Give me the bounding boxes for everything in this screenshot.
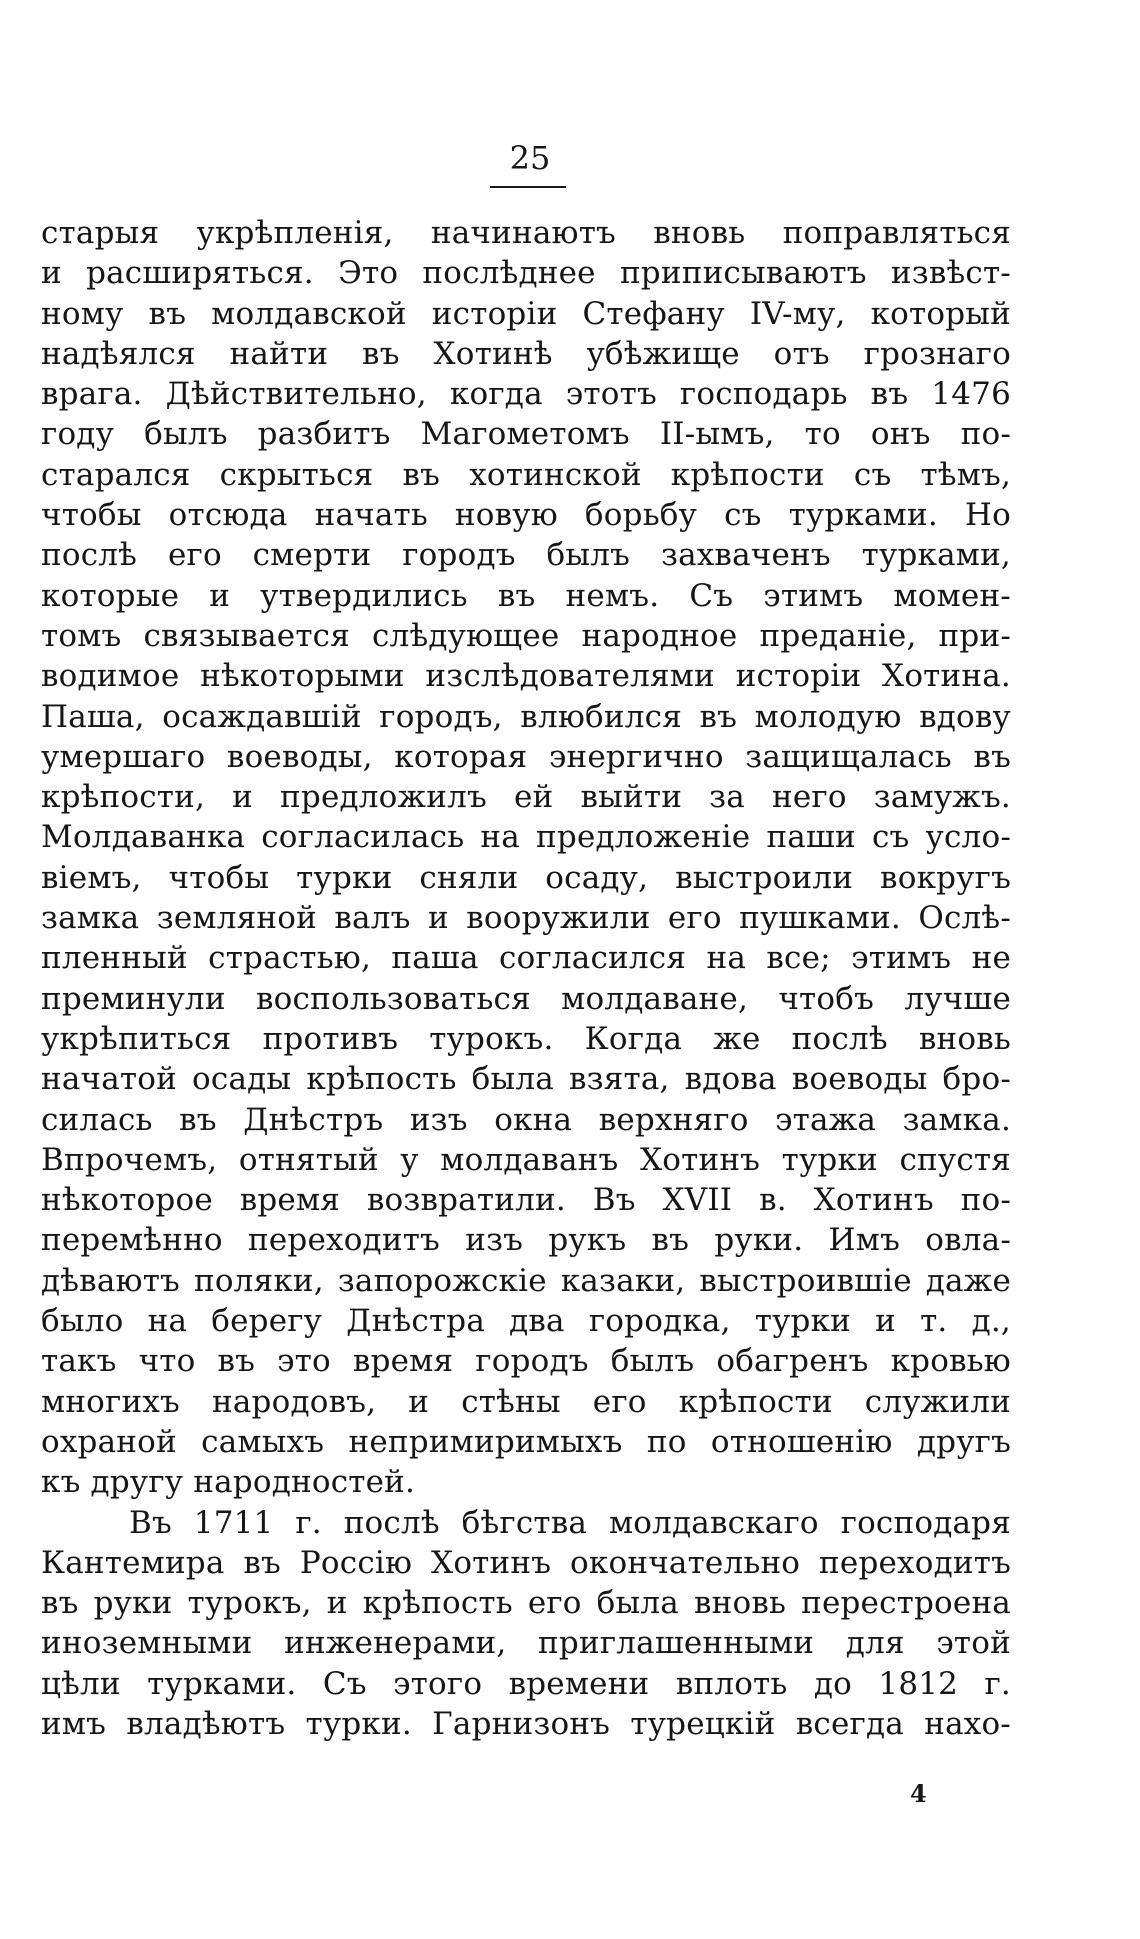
text-line: имъ владѣютъ турки. Гарнизонъ турецкій всегда нахо- [41,1705,1011,1742]
text-line: пленный страстью, паша согласился на все; этимъ не [41,940,1011,977]
text-line: преминули воспользоваться молдаване, чтобъ лучше [41,980,1011,1017]
text-line: охраной самыхъ непримиримыхъ по отношенію другъ [41,1423,1011,1460]
text-line: водимое нѣкоторыми изслѣдователями исторіи Хотина. [41,658,1011,695]
text-line: Въ 1711 г. послѣ бѣгства молдавскаго господаря [129,1504,1011,1541]
body-text [41,213,1011,1744]
text-line: віемъ, чтобы турки сняли осаду, выстроили вокругъ [41,859,1011,896]
text-line: ному въ молдавской исторіи Стефану IV-му, который [41,295,1011,332]
text-line: старался скрыться въ хотинской крѣпости съ тѣмъ, [41,456,1011,493]
text-line: чтобы отсюда начать новую борьбу съ турками. Но [41,497,1011,534]
text-line: укрѣпиться противъ турокъ. Когда же послѣ вновь [41,1020,1011,1057]
text-line: врага. Дѣйствительно, когда этотъ господарь въ 1476 [41,376,1011,413]
text-line: крѣпости, и предложилъ ей выйти за него замужъ. [41,779,1011,816]
text-line: такъ что въ это время городъ былъ обагренъ кровью [41,1343,1011,1380]
text-line: дѣваютъ поляки, запорожскіе казаки, выстроившіе даже [41,1262,1011,1299]
text-line: перемѣнно переходитъ изъ рукъ въ руки. Имъ овла- [41,1222,1011,1259]
text-line: Кантемира въ Россію Хотинъ окончательно переходитъ [41,1544,1011,1581]
text-line: томъ связывается слѣдующее народное преданіе, при- [41,617,1011,654]
text-line: въ руки турокъ, и крѣпость его была вновь перестроена [41,1585,1011,1622]
signature-mark: 4 [910,1779,927,1808]
text-line: многихъ народовъ, и стѣны его крѣпости служили [41,1383,1011,1420]
text-line: Молдаванка согласилась на предложеніе паши съ усло- [41,819,1011,856]
page-number: 25 [509,139,551,177]
page-number-rule [490,186,566,188]
text-line: силась въ Днѣстръ изъ окна верхняго этажа замка. [41,1101,1011,1138]
text-line: Паша, осаждавшій городъ, влюбился въ молодую вдову [41,698,1011,735]
text-line: старыя укрѣпленія, начинаютъ вновь поправляться [41,215,1011,251]
text-line: году былъ разбитъ Магометомъ II-ымъ, то онъ по- [41,416,1011,453]
text-line: нѣкоторое время возвратили. Въ XVII в. Хотинъ по- [41,1182,1011,1219]
text-line: надѣялся найти въ Хотинѣ убѣжище отъ грознаго [41,335,1011,372]
text-line: замка земляной валъ и вооружили его пушками. Ослѣ- [41,900,1011,937]
text-line: цѣли турками. Съ этого времени вплоть до 1812 г. [41,1665,1011,1702]
text-line: было на берегу Днѣстра два городка, турки и т. д., [41,1303,1011,1340]
text-line: послѣ его смерти городъ былъ захваченъ турками, [41,537,1011,574]
text-line: Впрочемъ, отнятый у молдаванъ Хотинъ турки спустя [41,1141,1011,1178]
text-line: и расширяться. Это послѣднее приписываютъ извѣст- [41,255,1011,292]
text-line: иноземными инженерами, приглашенными для этой [41,1625,1011,1662]
text-line: которые и утвердились въ немъ. Съ этимъ момен- [41,577,1011,614]
text-line: умершаго воеводы, которая энергично защищалась въ [41,738,1011,775]
text-line: начатой осады крѣпость была взята, вдова воеводы бро- [41,1061,1011,1098]
text-line: къ другу народностей. [41,1464,416,1501]
